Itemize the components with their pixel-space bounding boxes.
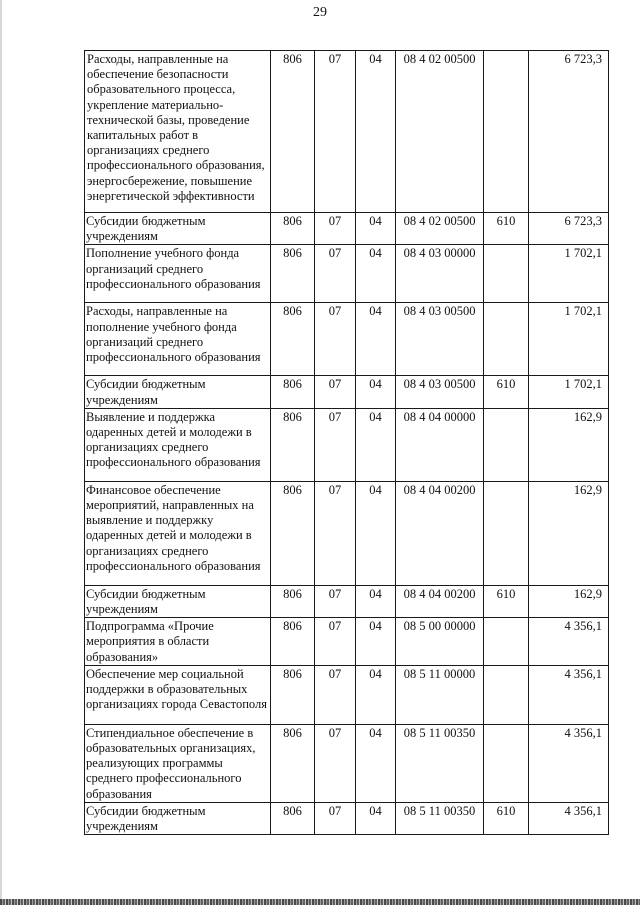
ministry-code-cell: 806 <box>271 665 315 724</box>
target-code-cell: 08 4 02 00500 <box>396 51 484 213</box>
expense-type-cell: 610 <box>484 585 529 617</box>
section-code-cell: 07 <box>315 213 356 245</box>
expense-type-cell <box>484 51 529 213</box>
amount-cell: 162,9 <box>529 585 609 617</box>
target-code-cell: 08 5 00 00000 <box>396 618 484 666</box>
section-code-cell: 07 <box>315 408 356 481</box>
target-code-cell: 08 5 11 00350 <box>396 802 484 834</box>
section-code-cell: 07 <box>315 245 356 303</box>
amount-cell: 4 356,1 <box>529 724 609 802</box>
target-code-cell: 08 4 04 00000 <box>396 408 484 481</box>
subsection-code-cell: 04 <box>356 802 396 834</box>
table-row <box>85 665 609 724</box>
row-name-cell: Расходы, направленные на обеспечение безопасности образовательного процесса, укрепление материально-технической базы, проведение капитальных работ в организациях среднего профессионального образования, энергосбережение, повышение энергетической эффективности <box>85 51 271 213</box>
table-row <box>85 724 609 802</box>
table-body <box>85 51 609 835</box>
expense-type-cell <box>484 665 529 724</box>
amount-cell: 6 723,3 <box>529 51 609 213</box>
subsection-code-cell: 04 <box>356 408 396 481</box>
subsection-code-cell: 04 <box>356 618 396 666</box>
amount-cell: 6 723,3 <box>529 213 609 245</box>
section-code-cell: 07 <box>315 303 356 376</box>
ministry-code-cell: 806 <box>271 245 315 303</box>
row-name-cell: Обеспечение мер социальной поддержки в образовательных организациях города Севастополя <box>85 665 271 724</box>
subsection-code-cell: 04 <box>356 245 396 303</box>
section-code-cell: 07 <box>315 802 356 834</box>
amount-cell: 4 356,1 <box>529 618 609 666</box>
row-name-cell: Выявление и поддержка одаренных детей и молодежи в организациях среднего профессионального образования <box>85 408 271 481</box>
expense-type-cell: 610 <box>484 213 529 245</box>
ministry-code-cell: 806 <box>271 802 315 834</box>
ministry-code-cell: 806 <box>271 376 315 408</box>
target-code-cell: 08 4 04 00200 <box>396 585 484 617</box>
ministry-code-cell: 806 <box>271 51 315 213</box>
ministry-code-cell: 806 <box>271 213 315 245</box>
row-name-cell: Стипендиальное обеспечение в образовательных организациях, реализующих программы среднего профессионального образования <box>85 724 271 802</box>
subsection-code-cell: 04 <box>356 376 396 408</box>
scan-bottom-edge <box>0 899 640 905</box>
section-code-cell: 07 <box>315 376 356 408</box>
target-code-cell: 08 4 04 00200 <box>396 481 484 585</box>
expense-type-cell: 610 <box>484 802 529 834</box>
row-name-cell: Субсидии бюджетным учреждениям <box>85 802 271 834</box>
table-row <box>85 585 609 617</box>
section-code-cell: 07 <box>315 724 356 802</box>
table-row <box>85 802 609 834</box>
amount-cell: 4 356,1 <box>529 802 609 834</box>
amount-cell: 1 702,1 <box>529 245 609 303</box>
target-code-cell: 08 5 11 00350 <box>396 724 484 802</box>
section-code-cell: 07 <box>315 618 356 666</box>
table-row <box>85 51 609 213</box>
amount-cell: 162,9 <box>529 408 609 481</box>
table-row <box>85 245 609 303</box>
ministry-code-cell: 806 <box>271 408 315 481</box>
section-code-cell: 07 <box>315 51 356 213</box>
subsection-code-cell: 04 <box>356 665 396 724</box>
amount-cell: 162,9 <box>529 481 609 585</box>
row-name-cell: Финансовое обеспечение мероприятий, направленных на выявление и поддержку одаренных детей и молодежи в организациях среднего профессионального образования <box>85 481 271 585</box>
scan-left-edge <box>0 0 2 899</box>
target-code-cell: 08 4 03 00000 <box>396 245 484 303</box>
ministry-code-cell: 806 <box>271 618 315 666</box>
ministry-code-cell: 806 <box>271 303 315 376</box>
row-name-cell: Субсидии бюджетным учреждениям <box>85 585 271 617</box>
table-row <box>85 408 609 481</box>
expense-type-cell <box>484 481 529 585</box>
ministry-code-cell: 806 <box>271 481 315 585</box>
table-row <box>85 303 609 376</box>
section-code-cell: 07 <box>315 481 356 585</box>
expense-type-cell <box>484 245 529 303</box>
row-name-cell: Расходы, направленные на пополнение учебного фонда организаций среднего профессионального образования <box>85 303 271 376</box>
section-code-cell: 07 <box>315 585 356 617</box>
expense-type-cell <box>484 408 529 481</box>
amount-cell: 1 702,1 <box>529 376 609 408</box>
row-name-cell: Субсидии бюджетным учреждениям <box>85 213 271 245</box>
section-code-cell: 07 <box>315 665 356 724</box>
target-code-cell: 08 4 03 00500 <box>396 303 484 376</box>
expense-type-cell <box>484 724 529 802</box>
row-name-cell: Субсидии бюджетным учреждениям <box>85 376 271 408</box>
expense-type-cell: 610 <box>484 376 529 408</box>
target-code-cell: 08 4 03 00500 <box>396 376 484 408</box>
subsection-code-cell: 04 <box>356 213 396 245</box>
subsection-code-cell: 04 <box>356 724 396 802</box>
row-name-cell: Подпрограмма «Прочие мероприятия в области образования» <box>85 618 271 666</box>
expense-type-cell <box>484 618 529 666</box>
subsection-code-cell: 04 <box>356 585 396 617</box>
row-name-cell: Пополнение учебного фонда организаций среднего профессионального образования <box>85 245 271 303</box>
table-row <box>85 376 609 408</box>
target-code-cell: 08 5 11 00000 <box>396 665 484 724</box>
expense-type-cell <box>484 303 529 376</box>
ministry-code-cell: 806 <box>271 585 315 617</box>
amount-cell: 1 702,1 <box>529 303 609 376</box>
table-row <box>85 618 609 666</box>
table-row <box>85 481 609 585</box>
page-number: 29 <box>313 5 327 20</box>
target-code-cell: 08 4 02 00500 <box>396 213 484 245</box>
ministry-code-cell: 806 <box>271 724 315 802</box>
subsection-code-cell: 04 <box>356 303 396 376</box>
amount-cell: 4 356,1 <box>529 665 609 724</box>
table-row <box>85 213 609 245</box>
subsection-code-cell: 04 <box>356 481 396 585</box>
subsection-code-cell: 04 <box>356 51 396 213</box>
budget-table <box>84 50 609 835</box>
